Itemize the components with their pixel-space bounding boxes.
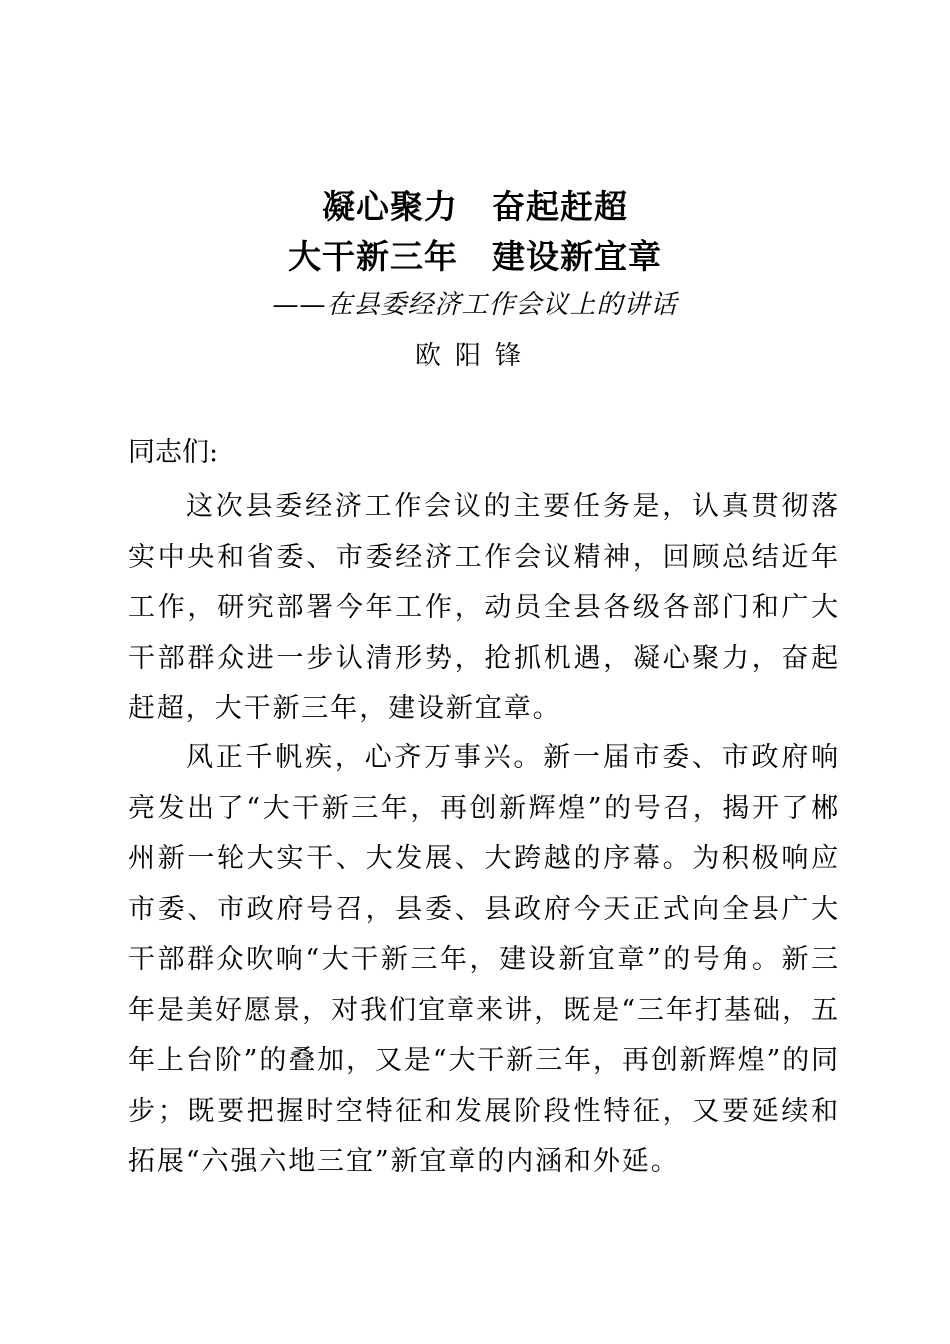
document-subtitle: ——在县委经济工作会议上的讲话: [272, 290, 678, 320]
document-title-line-1: 凝心聚力 奋起赶超: [322, 187, 628, 226]
body-paragraph-2: 风正千帆疾，心齐万事兴。新一届市委、市政府响亮发出了“大干新三年，再创新辉煌”的号召，揭开了郴州新一轮大实干、大发展、大跨越的序幕。为积极响应市委、市政府号召，县委、县政府今天正式向全县广大干部群众吹响“大干新三年，建设新宜章”的号角。新三年是美好愿景，对我们宜章来讲，既是“三年打基础，五年上台阶”的叠加，又是“大干新三年，再创新辉煌”的同步；既要把握时空特征和发展阶段性特征，又要延续和拓展“六强六地三宜”新宜章的内涵和外延。: [128, 742, 840, 1177]
salutation: 同志们:: [128, 437, 219, 468]
body-paragraph-1: 这次县委经济工作会议的主要任务是，认真贯彻落实中央和省委、市委经济工作会议精神，回顾总结近年工作，研究部署今年工作，动员全县各级各部门和广大干部群众进一步认清形势，抢抓机遇，凝心聚力，奋起赶超，大干新三年，建设新宜章。: [128, 491, 840, 724]
document-title-line-2: 大干新三年 建设新宜章: [288, 237, 662, 276]
author-name: 欧阳锋: [414, 341, 535, 371]
